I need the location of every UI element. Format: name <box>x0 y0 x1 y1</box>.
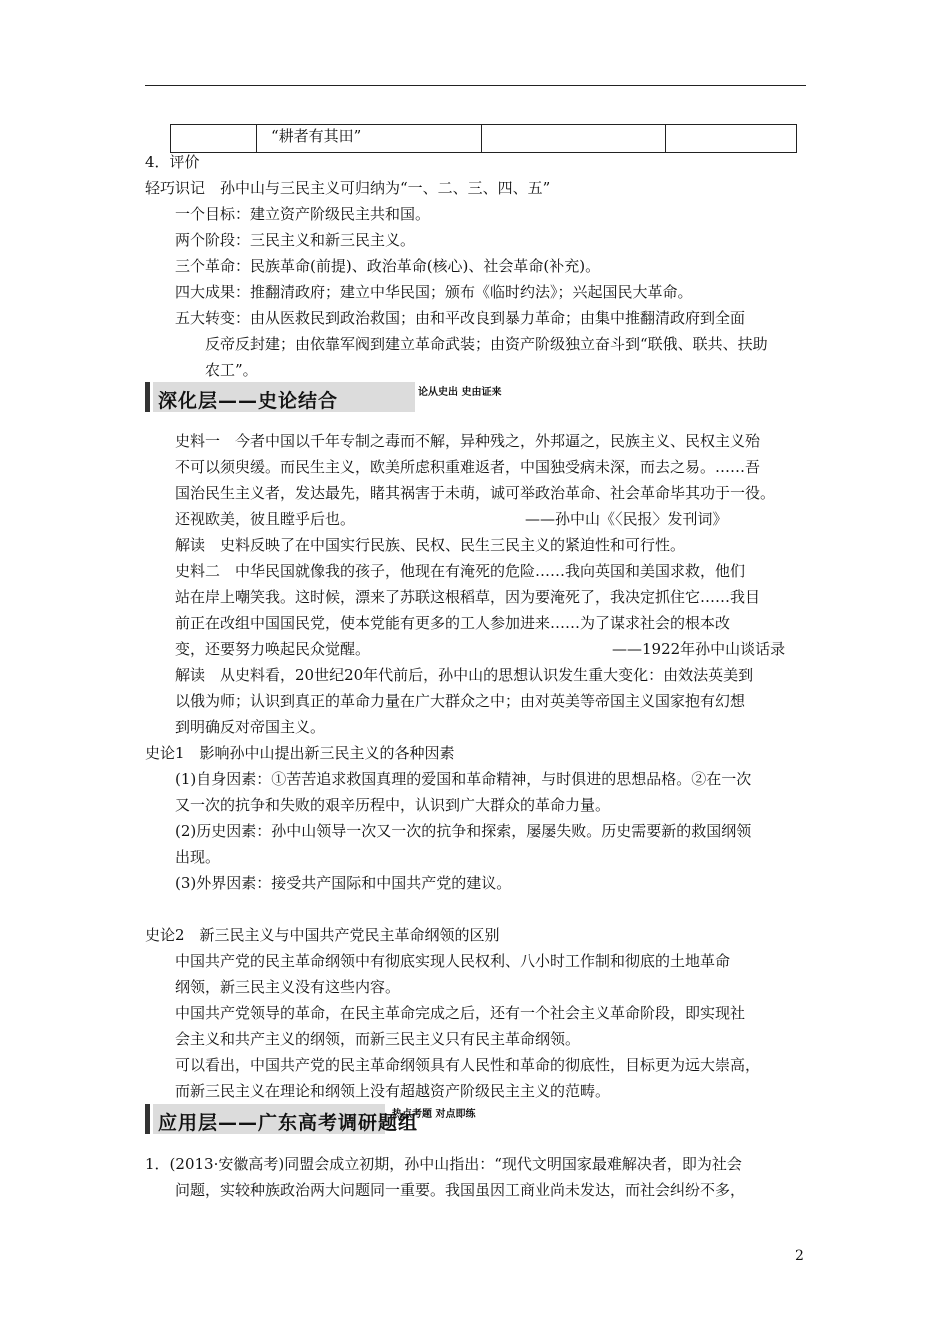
text-line: (3)外界因素：接受共产国际和中国共产党的建议。 <box>175 874 512 892</box>
text-line: 而新三民主义在理论和纲领上没有超越资产阶级民主主义的范畴。 <box>175 1082 611 1100</box>
table-cell <box>482 125 666 153</box>
text-line: 变，还要努力唤起民众觉醒。 <box>175 640 371 658</box>
question-text: 1．(2013·安徽高考)同盟会成立初期，孙中山指出：“现代文明国家最难解决者，即为社会 <box>145 1155 742 1173</box>
page-number: 2 <box>795 1248 804 1264</box>
text-line: 中国共产党的民主革命纲领中有彻底实现人民权利、八小时工作制和彻底的土地革命 <box>175 952 731 970</box>
citation: ——1922年孙中山谈话录 <box>612 640 786 658</box>
subheading: 史论1 影响孙中山提出新三民主义的各种因素 <box>145 744 455 762</box>
text-line: 三个革命：民族革命(前提)、政治革命(核心)、社会革命(补充)。 <box>175 257 601 275</box>
text-line: 五大转变：由从医救民到政治救国；由和平改良到暴力革命；由集中推翻清政府到全面 <box>175 309 746 327</box>
text-line: 站在岸上嘲笑我。这时候，漂来了苏联这根稻草，因为要淹死了，我决定抓住它……我目 <box>175 588 761 606</box>
text-line: 一个目标：建立资产阶级民主共和国。 <box>175 205 431 223</box>
section-subtitle: 热点考题 对点即练 <box>392 1109 476 1120</box>
text-line: 四大成果：推翻清政府；建立中华民国；颁布《临时约法》；兴起国民大革命。 <box>175 283 693 301</box>
table-row <box>171 125 797 153</box>
section-heading: 4．评价 <box>145 153 200 171</box>
table-cell <box>171 125 257 153</box>
text-line: 又一次的抗争和失败的艰辛历程中，认识到广大群众的革命力量。 <box>175 796 611 814</box>
section-marker <box>145 1104 150 1134</box>
text-line: 轻巧识记 孙中山与三民主义可归纳为“一、二、三、四、五” <box>145 179 551 197</box>
text-line: 纲领，新三民主义没有这些内容。 <box>175 978 401 996</box>
text-line: 前正在改组中国国民党，使本党能有更多的工人参加进来……为了谋求社会的根本改 <box>175 614 731 632</box>
text-line: 到明确反对帝国主义。 <box>175 718 326 736</box>
text-line: 还视欧美，彼且瞠乎后也。 <box>175 510 356 528</box>
text-line: 解读 从史料看，20世纪20年代前后，孙中山的思想认识发生重大变化：由效法英美到 <box>175 666 754 684</box>
section-marker <box>145 382 150 412</box>
subheading: 史论2 新三民主义与中国共产党民主革命纲领的区别 <box>145 926 500 944</box>
text-line: 两个阶段：三民主义和新三民主义。 <box>175 231 416 249</box>
question-text: 问题，实较种族政治两大问题同一重要。我国虽因工商业尚未发达，而社会纠纷不多， <box>175 1181 746 1199</box>
text-line: 史料一 今者中国以千年专制之毒而不解，异种残之，外邦逼之，民族主义、民权主义殆 <box>175 432 761 450</box>
section-bar-application <box>145 1104 525 1134</box>
text-line: 史料二 中华民国就像我的孩子，他现在有淹死的危险……我向英国和美国求救，他们 <box>175 562 746 580</box>
text-line: 反帝反封建；由依靠军阀到建立革命武装；由资产阶级独立奋斗到“联俄、联共、扶助 <box>205 335 768 353</box>
text-line: 国治民生主义者，发达最先，睹其祸害于未萌，诚可举政治革命、社会革命毕其功于一役。 <box>175 484 776 502</box>
text-line: (1)自身因素：①苦苦追求救国真理的爱国和革命精神，与时俱进的思想品格。②在一次 <box>175 770 752 788</box>
table-fragment <box>170 124 797 153</box>
text-line: 出现。 <box>175 848 221 866</box>
text-line: 中国共产党领导的革命，在民主革命完成之后，还有一个社会主义革命阶段，即实现社 <box>175 1004 746 1022</box>
citation: ——孙中山《〈民报〉发刊词》 <box>525 510 728 528</box>
section-title: 深化层——史论结合 <box>158 390 339 412</box>
section-title: 应用层——广东高考调研题组 <box>158 1112 419 1134</box>
text-line: (2)历史因素：孙中山领导一次又一次的抗争和探索，屡屡失败。历史需要新的救国纲领 <box>175 822 752 840</box>
text-line: 以俄为师；认识到真正的革命力量在广大群众之中；由对英美等帝国主义国家抱有幻想 <box>175 692 746 710</box>
header-rule <box>145 85 806 86</box>
text-line: 解读 史料反映了在中国实行民族、民权、民生三民主义的紧迫性和可行性。 <box>175 536 686 554</box>
section-subtitle: 论从史出 史由证来 <box>418 387 502 398</box>
text-line: 农工”。 <box>205 361 258 379</box>
table-cell <box>666 125 797 153</box>
text-line: 会主义和共产主义的纲领，而新三民主义只有民主革命纲领。 <box>175 1030 581 1048</box>
table-cell: “耕者有其田” <box>257 125 482 153</box>
text-line: 不可以须臾缓。而民生主义，欧美所虑积重难返者，中国独受病未深，而去之易。……吾 <box>175 458 761 476</box>
text-line: 可以看出，中国共产党的民主革命纲领具有人民性和革命的彻底性，目标更为远大崇高， <box>175 1056 761 1074</box>
section-bar-deepening <box>145 382 502 412</box>
